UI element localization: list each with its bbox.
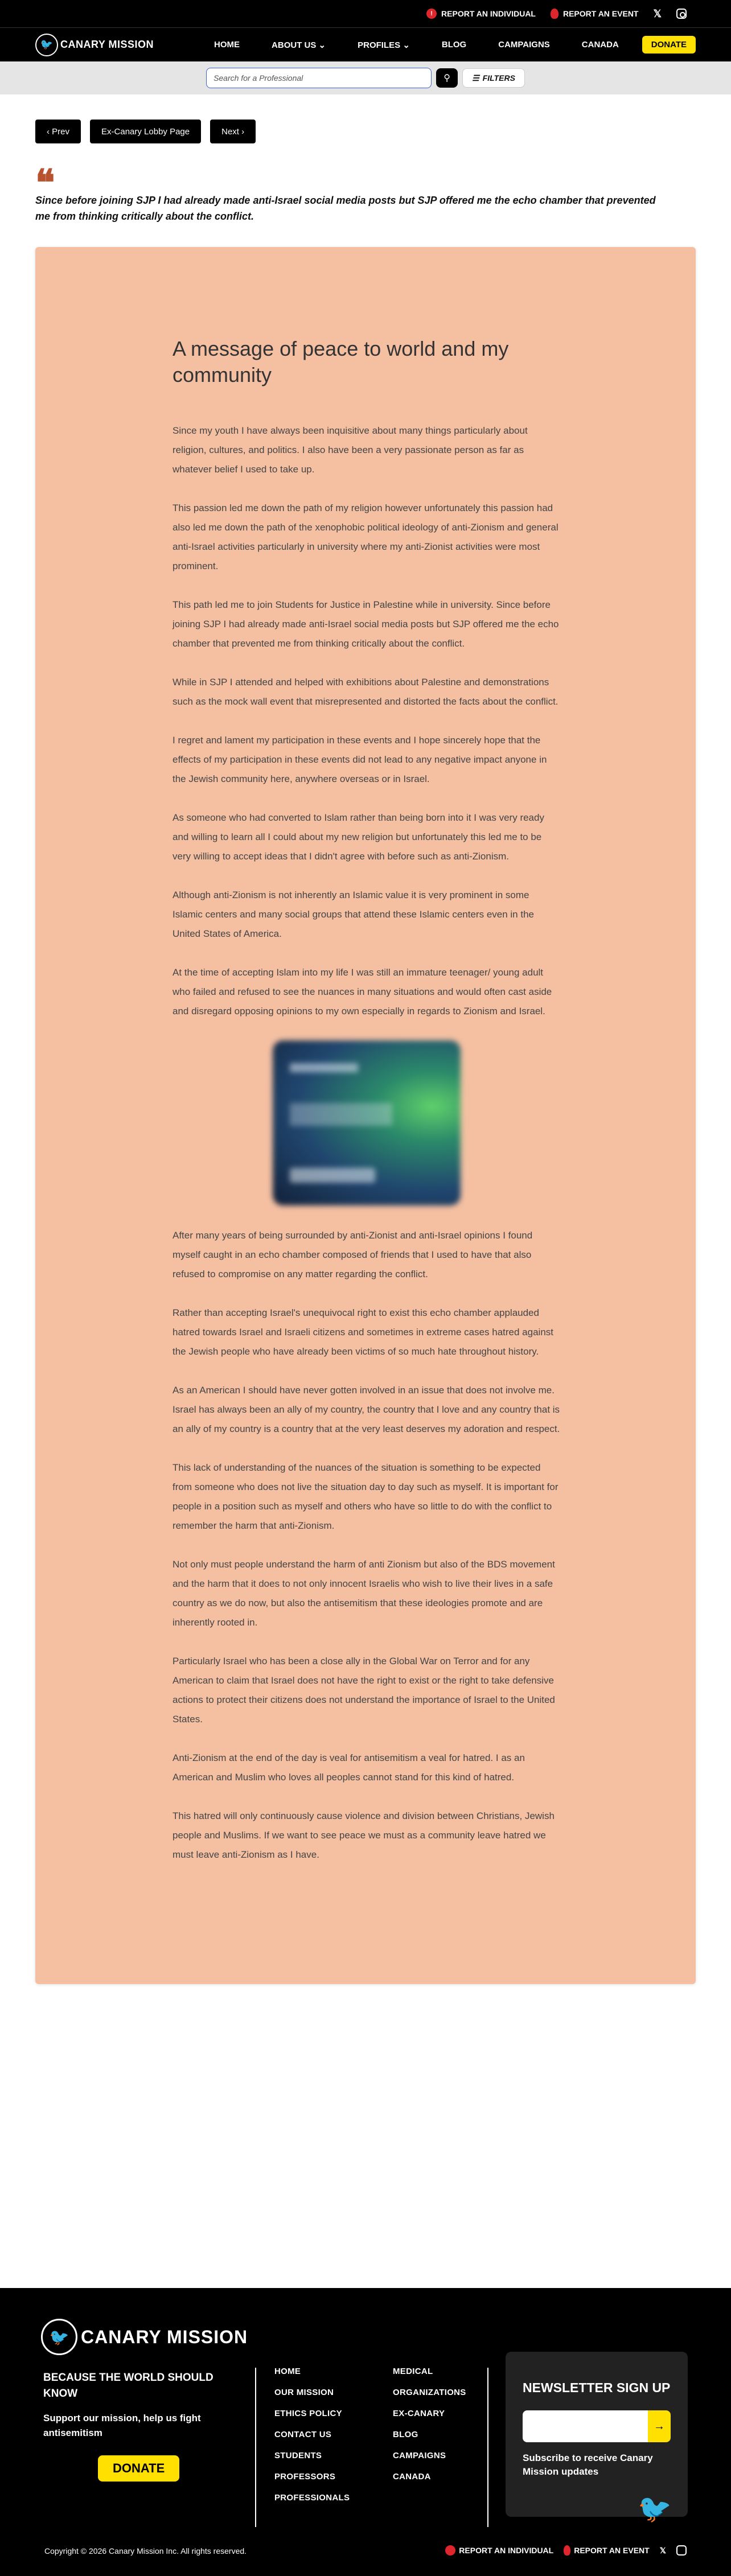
canary-bird-icon: 🐦 [638, 2494, 672, 2524]
footer-report-links [445, 2545, 687, 2556]
donate-button[interactable]: DONATE [642, 36, 696, 54]
nav-links [214, 40, 619, 50]
footer-link-organizations[interactable]: ORGANIZATIONS [393, 2388, 466, 2397]
nav-item-blog[interactable]: BLOG [441, 39, 467, 50]
footer-support-text: Support our mission, help us fight antisemitism [43, 2413, 201, 2438]
newsletter-text: Subscribe to receive Canary Mission updates [523, 2452, 653, 2477]
article-paragraph: Although anti-Zionism is not inherently an Islamic value it is very prominent in some Islamic centers and many social groups that attend these Islamic centers even in the United States of America. [173, 890, 534, 939]
article-paragraph: This lack of understanding of the nuances of the situation is something to be expected from someone who does not live the situation day to day such as myself. It is important for people in a position such as myself and others who have so little to do with the conflict to remember the harm that anti-Zionism. [173, 1462, 558, 1531]
footer-report-individual-label: REPORT AN INDIVIDUAL [459, 2546, 554, 2555]
footer-links-col1 [274, 2367, 350, 2514]
nav-item-profiles[interactable] [358, 40, 410, 50]
instagram-icon[interactable] [676, 2545, 687, 2556]
footer-divider [255, 2368, 256, 2527]
report-individual-link[interactable] [426, 9, 536, 19]
next-button[interactable]: Next › [210, 120, 256, 143]
nav-item-about-us[interactable] [272, 40, 326, 50]
report-event-link[interactable] [551, 9, 639, 19]
alert-icon: ! [426, 9, 437, 19]
sliders-icon: ☰ [472, 73, 479, 83]
nav-item-label: ABOUT US [272, 40, 317, 50]
article-paragraph: As someone who had converted to Islam rather than being born into it I was very ready and willing to learn all I could about my new religion but unfortunately this led me to be very willing to accept ideas that I didn't agree with before such as anti-Zionism. [173, 812, 544, 862]
logo-text: CANARY MISSION [60, 39, 154, 50]
article-paragraph: While in SJP I attended and helped with exhibitions about Palestine and demonstrations such as the mock wall event that misrepresented and distorted the facts about the conflict. [173, 677, 558, 707]
quote-icon: ❝ [35, 162, 55, 204]
article-paragraph: Since my youth I have always been inquisitive about many things particularly about religion, cultures, and politics. I also have been a very passionate person as far as whatever belief I used to take up. [173, 425, 528, 475]
footer-link-ethics-policy[interactable]: ETHICS POLICY [274, 2409, 342, 2418]
article-paragraph: At the time of accepting Islam into my life I was still an immature teenager/ young adult who failed and refused to see the nuances in many situations and would often cast aside and disregard opposing opinions to my own especially in regards to Zionism and Israel. [173, 967, 552, 1017]
footer-link-professors[interactable]: PROFESSORS [274, 2472, 336, 2482]
article-paragraph: This hatred will only continuously cause violence and division between Christians, Jewish people and Muslims. If we want to see peace we must as a community leave hatred we must leave anti-Zionism as I have. [173, 1810, 555, 1860]
blurred-embedded-image [273, 1040, 461, 1205]
prev-button[interactable]: ‹ Prev [35, 120, 81, 143]
article-title: A message of peace to world and my community [173, 337, 509, 386]
chevron-down-icon: ⌄ [318, 40, 326, 50]
alert-icon [445, 2545, 455, 2556]
article-paragraph: This path led me to join Students for Justice in Palestine while in university. Since before joining SJP I had already made anti-Israel social media posts but SJP offered me the echo chamber that prevented me from thinking critically about the conflict. [173, 599, 559, 649]
footer-link-home[interactable]: HOME [274, 2367, 301, 2376]
flame-icon [551, 9, 558, 19]
article-paragraph: Not only must people understand the harm of anti Zionism but also of the BDS movement and the harm that it does to not only innocent Israelis who wish to live their lives in a safe country as we do now, but also the antisemitism that these ideologies promote and are inherently rooted in. [173, 1559, 555, 1628]
article-paragraph: Particularly Israel who has been a close ally in the Global War on Terror and for any American to claim that Israel does not have the right to exist or the right to take defensive actions to protect their citizens does not understand the importance of Israel to the United States. [173, 1656, 555, 1725]
arrow-right-icon: → [654, 2419, 665, 2433]
footer-report-event-link[interactable] [564, 2545, 650, 2556]
footer-link-campaigns[interactable]: CAMPAIGNS [393, 2451, 446, 2460]
footer-link-blog[interactable]: BLOG [393, 2430, 418, 2439]
x-social-icon[interactable]: 𝕏 [659, 2545, 666, 2555]
site-footer [0, 2288, 731, 2576]
footer-link-professionals[interactable]: PROFESSIONALS [274, 2493, 350, 2503]
utility-bar [0, 0, 731, 27]
footer-logo[interactable] [41, 2319, 248, 2355]
newsletter-submit-button[interactable] [648, 2410, 671, 2442]
copyright: Copyright © 2026 Canary Mission Inc. All rights reserved. [44, 2546, 247, 2556]
newsletter-box [506, 2352, 688, 2524]
footer-report-individual-link[interactable] [445, 2545, 553, 2556]
pull-quote: Since before joining SJP I had already made anti-Israel social media posts but SJP offered me the echo chamber that prevented me from thinking critically about the conflict. [35, 195, 656, 222]
footer-report-event-label: REPORT AN EVENT [574, 2546, 650, 2555]
article-paragraph: Anti-Zionism at the end of the day is veal for antisemitism a veal for hatred. I as an American and Muslim who loves all peoples cannot stand for this kind of hatred. [173, 1752, 525, 1783]
nav-item-label: PROFILES [358, 40, 401, 50]
flame-icon [564, 2545, 570, 2556]
x-social-icon[interactable]: 𝕏 [653, 7, 662, 19]
footer-link-canada[interactable]: CANADA [393, 2472, 431, 2482]
canary-bird-icon: 🐦 [35, 34, 58, 56]
nav-item-home[interactable]: HOME [214, 39, 240, 50]
newsletter-title: NEWSLETTER SIGN UP [523, 2380, 671, 2395]
lobby-page-button[interactable]: Ex-Canary Lobby Page [90, 120, 201, 143]
footer-links-col2 [393, 2367, 466, 2493]
chevron-down-icon: ⌄ [403, 40, 410, 50]
report-event-label: REPORT AN EVENT [562, 9, 639, 18]
post-pagination [35, 120, 256, 143]
article-paragraph: I regret and lament my participation in these events and I hope sincerely hope that the effects of my participation in these events did not lead to any negative impact anyone in the Jewish community here, anywhere overseas or in Israel. [173, 735, 547, 784]
main-navigation [0, 27, 731, 61]
article-paragraph: As an American I should have never gotten involved in an issue that does not involve me. Israel has always been an ally of my country, the country that I love and any country that is an ally of my country is a country that at the very least deserves my adoration and respect. [173, 1385, 560, 1434]
canary-bird-icon: 🐦 [41, 2319, 77, 2355]
article-paragraph: Rather than accepting Israel's unequivocal right to exist this echo chamber applauded hatred towards Israel and Israeli citizens and sometimes in extreme cases hatred against the Jewish people who have already been victims of so much hate throughout history. [173, 1307, 553, 1357]
filters-label: FILTERS [482, 73, 515, 83]
article-paragraph: After many years of being surrounded by anti-Zionist and anti-Israel opinions I found myself caught in an echo chamber composed of friends that I used to have that also refused to compromise on any matter regarding the conflict. [173, 1230, 533, 1279]
footer-link-ex-canary[interactable]: EX-CANARY [393, 2409, 445, 2418]
newsletter-form [523, 2410, 671, 2442]
search-button[interactable] [436, 68, 458, 88]
article-body [173, 336, 561, 1884]
search-icon: ⚲ [443, 73, 450, 83]
search-bar [0, 61, 731, 94]
footer-link-our-mission[interactable]: OUR MISSION [274, 2388, 334, 2397]
nav-item-canada[interactable]: CANADA [581, 39, 619, 50]
footer-tagline: BECAUSE THE WORLD SHOULD KNOW [43, 2372, 213, 2400]
footer-link-medical[interactable]: MEDICAL [393, 2367, 433, 2376]
footer-divider [487, 2368, 488, 2527]
footer-donate-button[interactable]: DONATE [98, 2455, 179, 2482]
report-individual-label: REPORT AN INDIVIDUAL [441, 9, 536, 18]
footer-link-contact-us[interactable]: CONTACT US [274, 2430, 332, 2439]
nav-item-campaigns[interactable]: CAMPAIGNS [498, 39, 550, 50]
article-paragraph: This passion led me down the path of my religion however unfortunately this passion had also led me down the path of the xenophobic political ideology of anti-Zionism and general anti-Israel activities particularly in university where my anti-Zionist activities were most prominent. [173, 503, 558, 571]
footer-logo-text: CANARY MISSION [81, 2326, 248, 2347]
instagram-icon[interactable] [676, 9, 687, 19]
search-input[interactable]: Search for a Professional [206, 68, 432, 88]
article-card [35, 247, 696, 1984]
footer-link-students[interactable]: STUDENTS [274, 2451, 322, 2460]
filters-button[interactable] [462, 68, 525, 88]
newsletter-email-input[interactable] [523, 2410, 648, 2442]
site-logo[interactable] [35, 34, 154, 56]
